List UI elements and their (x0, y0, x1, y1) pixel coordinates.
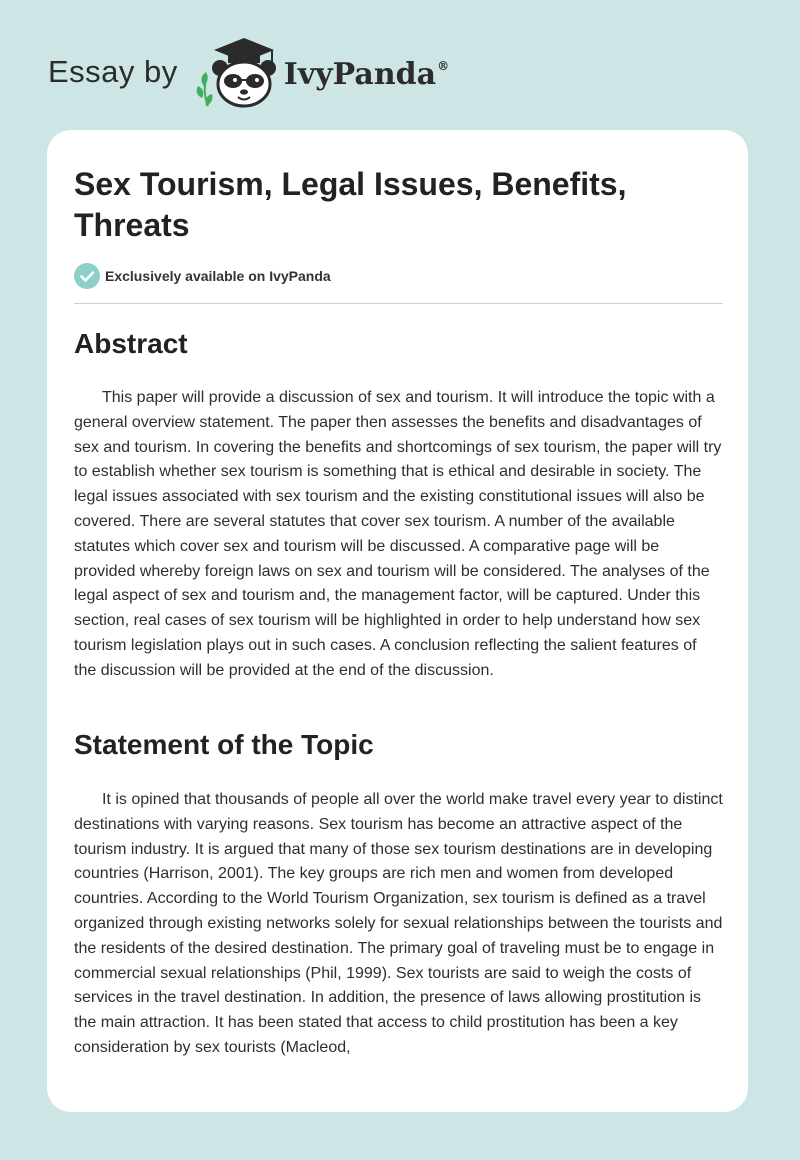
section-heading-statement: Statement of the Topic (74, 729, 374, 760)
essay-by-label: Essay by (48, 54, 178, 89)
essay-card (47, 130, 748, 1112)
check-icon (74, 263, 100, 289)
section-heading-abstract: Abstract (74, 328, 188, 359)
page-title: Sex Tourism, Legal Issues, Benefits, Threats (74, 166, 627, 243)
abstract-paragraph: This paper will provide a discussion of sex and tourism. It will introduce the topic with a general overview statement. The paper then assesses the benefits and disadvantages of sex and tourism. In covering the benefits and shortcomings of sex tourism, the paper will try to establish whether sex tourism is something that is ethical and desirable in society. The legal issues associated with sex tourism and the existing constitutional issues will also be covered. There are several statutes that cover sex tourism. A number of the available statutes which cover sex and tourism will be discussed. A comparative page will be provided whereby foreign laws on sex and tourism will be considered. The analyses of the legal aspect of sex and tourism and, the management factor, will be captured. Under this section, real cases of sex tourism will be highlighted in order to help understand how sex tourism legislation plays out in such cases. A conclusion reflecting the salient features of the discussion will be provided at the end of the discussion. (74, 389, 722, 679)
ivypanda-logo-icon[interactable] (192, 36, 282, 108)
divider (74, 303, 723, 304)
site-header (48, 36, 449, 108)
exclusive-label: Exclusively available on IvyPanda (105, 268, 331, 284)
exclusive-badge (74, 263, 331, 289)
statement-paragraph: It is opined that thousands of people all over the world make travel every year to distinct destinations with varying reasons. Sex tourism has become an attractive aspect of the tourism industry. It is argued that many of those sex tourism destinations are in developing countries (Harrison, 2001). The key groups are rich men and women from developed countries. According to the World Tourism Organization, sex tourism is defined as a travel organized through existing networks solely for sexual relationships between the tourists and the residents of the desired destination. The primary goal of traveling must be to engage in commercial sexual relationships (Phil, 1999). Sex tourists are said to weigh the costs of services in the travel destination. In addition, the presence of laws allowing prostitution is the main attraction. It has been stated that access to child prostitution has been a key consideration by sex tourists (Macleod, (74, 791, 723, 1056)
brand-name[interactable]: IvyPanda® (283, 56, 450, 92)
